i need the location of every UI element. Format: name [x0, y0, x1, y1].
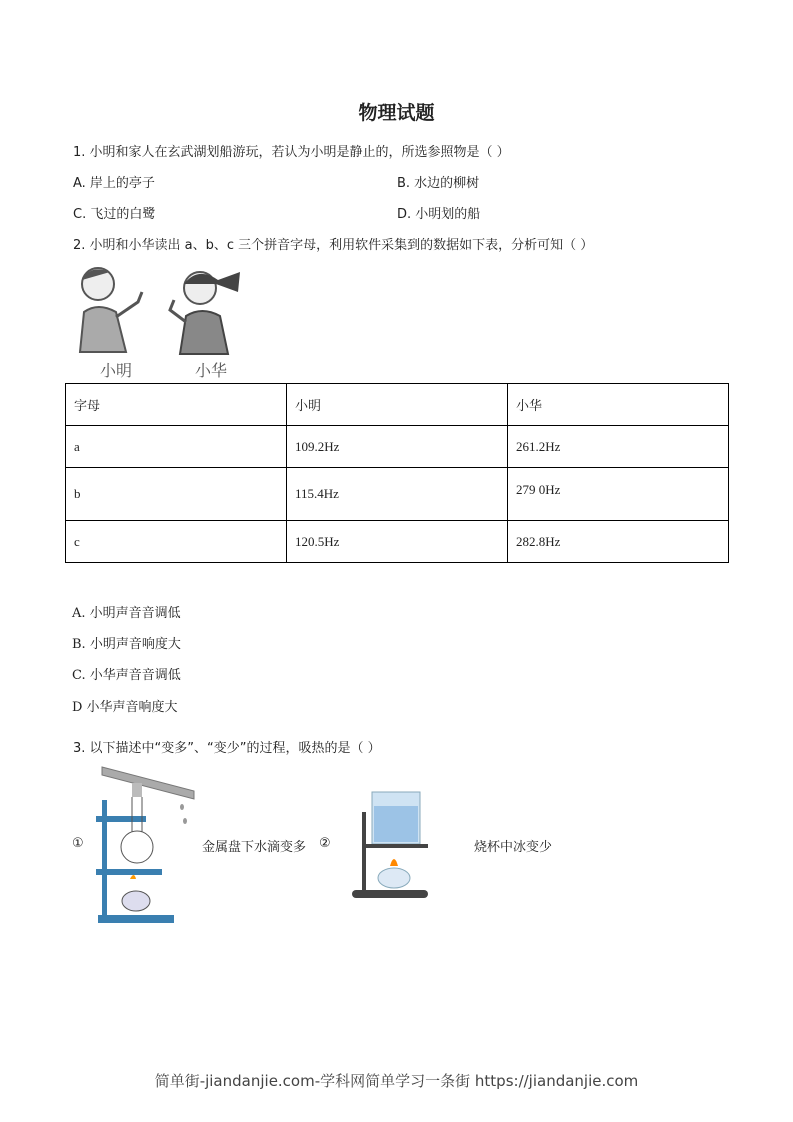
q1-option-c: C. 飞过的白鹭: [73, 207, 156, 222]
table-cell: 279 0Hz: [508, 468, 729, 521]
xiaoming-figure: [80, 268, 142, 352]
table-cell: b: [66, 468, 287, 521]
table-row: [66, 468, 729, 521]
xiaohua-figure: [170, 272, 240, 354]
q2-stem: 2. 小明和小华读出 a、b、c 三个拼音字母，利用软件采集到的数据如下表，分析可知（ ）: [73, 238, 594, 253]
students-illustration: [70, 262, 246, 358]
table-cell: a: [66, 426, 287, 468]
table-header: 字母: [66, 384, 287, 426]
q1-stem: 1. 小明和家人在玄武湖划船游玩，若认为小明是静止的，所选参照物是（ ）: [73, 145, 510, 160]
q3-item1-marker: ①: [72, 836, 84, 851]
q3-item2-marker: ②: [319, 836, 331, 851]
q2-option-d: D 小华声音响度大: [72, 700, 178, 715]
table-cell: 282.8Hz: [508, 521, 729, 563]
q3-item1-caption: 金属盘下水滴变多: [202, 840, 307, 855]
distillation-apparatus-illustration: [94, 765, 196, 923]
table-cell: 261.2Hz: [508, 426, 729, 468]
figure-label-xiaohua: 小华: [195, 361, 228, 380]
q3-stem: 3. 以下描述中“变多”、“变少”的过程，吸热的是（ ）: [73, 741, 381, 756]
q1-option-a: A. 岸上的亭子: [73, 176, 155, 191]
q1-option-d: D. 小明划的船: [397, 207, 481, 222]
table-cell: 120.5Hz: [287, 521, 508, 563]
frequency-table: [65, 383, 729, 563]
table-cell: c: [66, 521, 287, 563]
table-row: [66, 521, 729, 563]
table-row: [66, 426, 729, 468]
table-header: 小华: [508, 384, 729, 426]
footer-watermark: 简单街-jiandanjie.com-学科网简单学习一条街 https://jiandanjie.com: [154, 1072, 639, 1090]
q1-option-b: B. 水边的柳树: [397, 176, 480, 191]
q2-option-a: A. 小明声音音调低: [72, 606, 181, 621]
q2-option-b: B. 小明声音响度大: [72, 637, 181, 652]
q3-item2-caption: 烧杯中冰变少: [474, 840, 553, 855]
figure-label-xiaoming: 小明: [100, 361, 133, 380]
table-cell: 115.4Hz: [287, 468, 508, 521]
beaker-ice-illustration: [350, 790, 434, 902]
q2-option-c: C. 小华声音音调低: [72, 668, 181, 683]
table-header-row: [66, 384, 729, 426]
table-cell: 109.2Hz: [287, 426, 508, 468]
page-title: 物理试题: [358, 102, 435, 124]
table-header: 小明: [287, 384, 508, 426]
